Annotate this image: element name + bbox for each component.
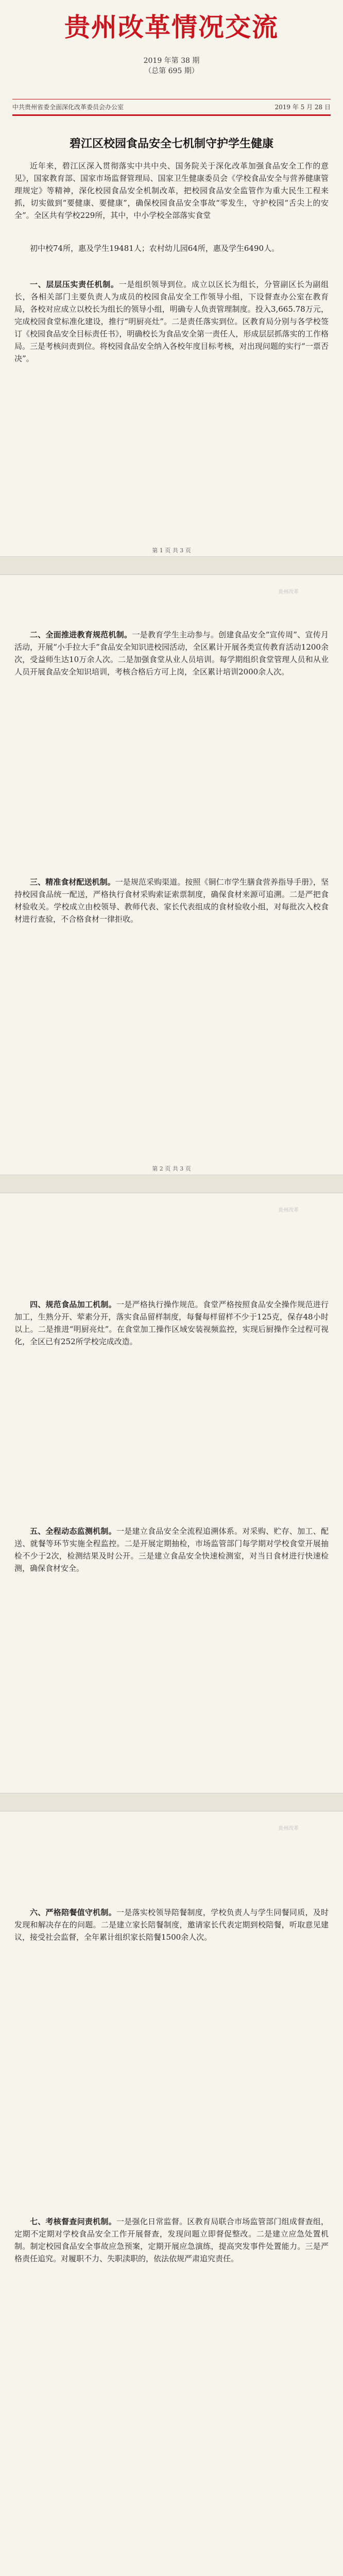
- page-divider: [0, 1793, 343, 1811]
- section-heading: 三、精准食材配送机制。: [30, 877, 115, 887]
- section-text: 一是强化日常监督。区教育局联合市场监管部门组成督查组，定期不定期对学校食品安全工作开展督查，发现问题立即督促整改。二是建立应急处置机制。制定校园食品安全事故应急预案，定期开展应急演练，提高突发事件处置能力。三是严格责任追究。对履职不力、失职渎职的，依法依规严肃追究责任。: [14, 2217, 329, 2263]
- page-number: 第 1 页 共 3 页: [152, 547, 191, 554]
- section-heading: 一、层层压实责任机制。: [30, 280, 119, 289]
- section-heading: 六、严格陪餐值守机制。: [30, 1908, 116, 1917]
- stats-paragraph: 初中校74所，惠及学生19481人；农村幼儿园64所，惠及学生6490人。: [30, 244, 280, 253]
- issue-number: 2019 年第 38 期: [143, 57, 200, 65]
- section-6: [14, 1906, 329, 1943]
- section-text: 一是组织领导到位。成立以区长为组长，分管副区长为副组长，各相关部门主要负责人为成员的校园食品安全工作领导小组，下设督查办公室在教育局，各校对应成立以校长为组长的领导小组，明确专人负责管理制度。投入3,665.78万元，完成校园食堂标准化建设，推行“明厨亮灶”。二是责任落实到位。区教育局分别与各学校签订《校园食品安全目标责任书》，明确校长为食品安全第一责任人，形成层层抓落实的工作格局。三是考核问责到位。将校园食品安全纳入各校年度目标考核，对出现问题的实行“一票否决”。: [14, 280, 329, 363]
- section-2: [14, 629, 329, 678]
- section-heading: 五、全程动态监测机制。: [30, 1527, 116, 1536]
- watermark: 贵州改革: [278, 589, 299, 595]
- issuer-line: [12, 99, 331, 116]
- section-text: 一是建立食品安全全流程追溯体系。对采购、贮存、加工、配送、就餐等环节实施全程监控。二是开展定期抽检，市场监管部门每学期对学校食堂开展抽检不少于2次，检测结果及时公开。三是建立食品安全快速检测室，对当日食材进行快速检测，确保食材安全。: [14, 1527, 329, 1573]
- issue-date: 2019 年 5 月 28 日: [275, 104, 331, 111]
- masthead: 贵州改革情况交流: [64, 12, 279, 42]
- watermark: 贵州改革: [278, 1208, 299, 1213]
- issuer: 中共贵州省委全面深化改革委员会办公室: [12, 104, 124, 111]
- article-title: 碧江区校园食品安全七机制守护学生健康: [69, 137, 273, 150]
- issue-info: [0, 56, 343, 76]
- section-text: 一是教育学生主动参与。创建食品安全“宣传周”、宣传月活动，开展“小手拉大手”食品安全知识进校园活动，全区累计开展各类宣传教育活动1200余次，受益师生达10万余人次。二是加强食堂从业人员培训。每学期组织食堂管理人员和从业人员开展食品安全知识培训，考核合格后方可上岗，全区累计培训2000余人次。: [14, 630, 329, 676]
- watermark: 贵州改革: [278, 1826, 299, 1832]
- section-3: [14, 876, 329, 925]
- section-heading: 二、全面推进教育规范机制。: [30, 630, 132, 639]
- section-text: 一是规范采购渠道。按照《铜仁市学生膳食营养指导手册》，坚持校园食品统一配送，严格执行食材采购索证索票制度，确保食材来源可追溯。二是严把食材验收关。学校成立由校领导、教师代表、家长代表组成的食材验收小组，对每批次入校食材进行查验，不合格食材一律拒收。: [14, 877, 329, 924]
- issue-total: （总第 695 期）: [144, 67, 199, 75]
- section-1: [14, 278, 329, 365]
- page-number: 第 2 页 共 3 页: [152, 1165, 191, 1172]
- intro-paragraph: 近年来，碧江区深入贯彻落实中共中央、国务院关于深化改革加强食品安全工作的意见》，国家教育部、国家市场监督管理局、国家卫生健康委员会《学校食品安全与营养健康管理规定》等精神，深化校园食品安全机制改革，把校园食品安全监管作为重大民生工程来抓，切实做到“要健康、要健康”，确保校园食品安全事故“零发生，守护校园“舌尖上的安全”。全区共有学校229所，其中，中小学校全部落实食堂: [14, 161, 329, 220]
- section-text: 一是严格执行操作规范。食堂严格按照食品安全操作规范进行加工，生熟分开、荤素分开，落实食品留样制度，每餐每样留样不少于125克，保存48小时以上。二是推进“明厨亮灶”。在食堂加工操作区域安装视频监控，实现后厨操作全过程可视化，全区已有252所学校完成改造。: [14, 1300, 329, 1346]
- section-text: 一是落实校领导陪餐制度，学校负责人与学生同餐同质，及时发现和解决存在的问题。二是建立家长陪餐制度，邀请家长代表定期到校陪餐，听取意见建议，接受社会监督，全年累计组织家长陪餐1500余人次。: [14, 1908, 329, 1942]
- section-7: [14, 2215, 329, 2265]
- page-divider: [0, 556, 343, 575]
- section-5: [14, 1525, 329, 1574]
- page-divider: [0, 1175, 343, 1193]
- section-heading: 四、规范食品加工机制。: [30, 1300, 116, 1309]
- section-4: [14, 1298, 329, 1348]
- section-heading: 七、考核督查问责机制。: [30, 2217, 116, 2226]
